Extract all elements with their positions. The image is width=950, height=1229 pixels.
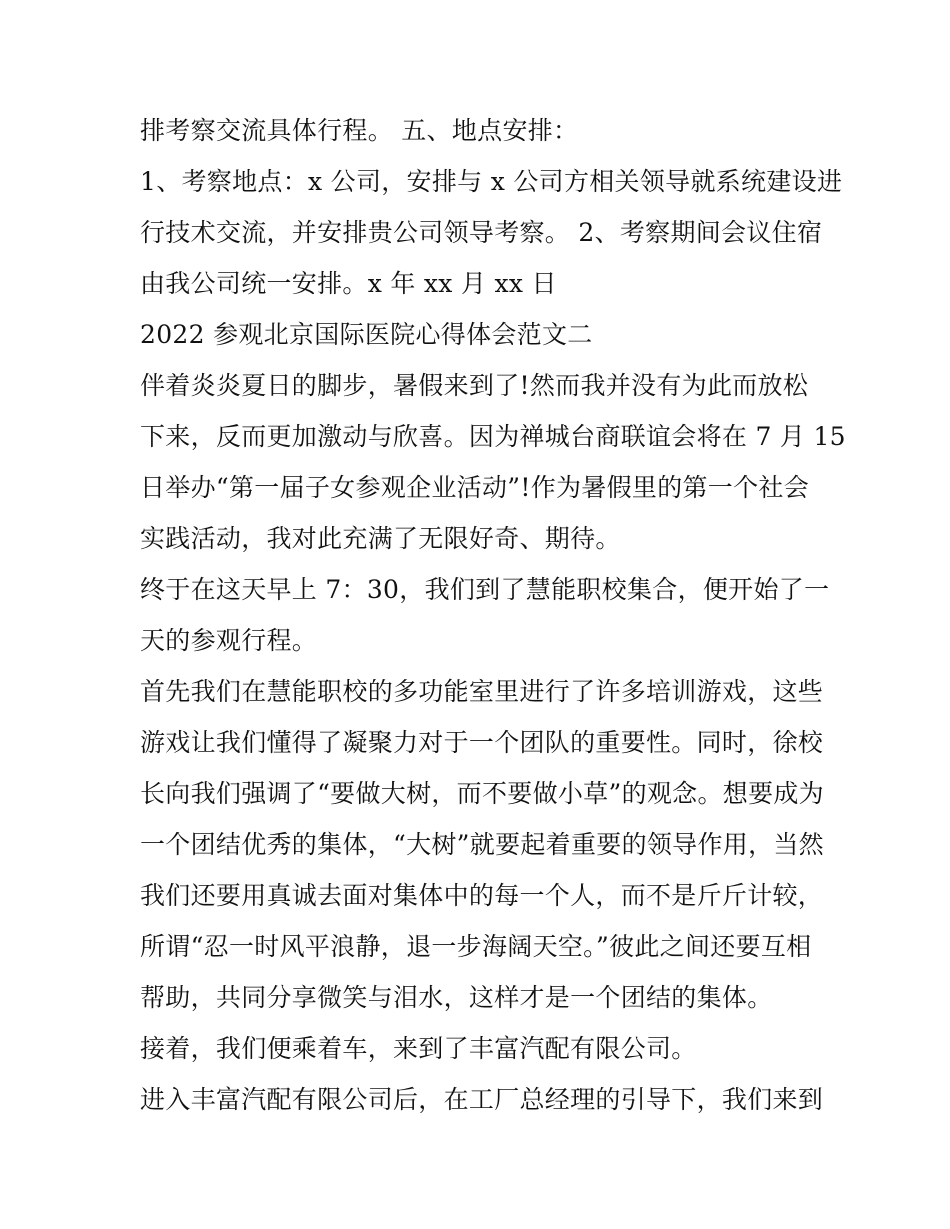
text-line: 由我公司统一安排。x 年 xx 月 xx 日	[140, 269, 557, 298]
text-line: 实践活动，我对此充满了无限好奇、期待。	[140, 524, 621, 553]
section-heading: 2022 参观北京国际医院心得体会范文二	[140, 320, 593, 349]
text-line: 伴着炎炎夏日的脚步，暑假来到了!然而我并没有为此而放松	[140, 371, 809, 400]
text-line: 长向我们强调了“要做大树，而不要做小草”的观念。想要成为	[140, 779, 824, 808]
document-body	[140, 105, 846, 1125]
text-line: 所谓“忍一时风平浪静，退一步海阔天空。”彼此之间还要互相	[140, 932, 812, 961]
text-line: 进入丰富汽配有限公司后，在工厂总经理的引导下，我们来到	[140, 1085, 824, 1114]
text-line: 1、考察地点：x 公司，安排与 x 公司方相关领导就系统建设进	[140, 167, 843, 196]
text-line: 接着，我们便乘着车，来到了丰富汽配有限公司。	[140, 1034, 697, 1063]
text-line: 行技术交流，并安排贵公司领导考察。 2、考察期间会议住宿	[140, 218, 823, 247]
text-line: 游戏让我们懂得了凝聚力对于一个团队的重要性。同时，徐校	[140, 728, 824, 757]
text-line: 一个团结优秀的集体，“大树”就要起着重要的领导作用，当然	[140, 830, 824, 859]
text-line: 帮助，共同分享微笑与泪水，这样才是一个团结的集体。	[140, 983, 773, 1012]
text-line: 我们还要用真诚去面对集体中的每一个人，而不是斤斤计较，	[140, 881, 824, 910]
text-line: 首先我们在慧能职校的多功能室里进行了许多培训游戏，这些	[140, 677, 824, 706]
text-line: 下来，反而更加激动与欣喜。因为禅城台商联谊会将在 7 月 15	[140, 422, 846, 451]
text-line: 日举办“第一届子女参观企业活动”!作为暑假里的第一个社会	[140, 473, 810, 502]
text-line: 终于在这天早上 7：30，我们到了慧能职校集合，便开始了一	[140, 575, 830, 604]
text-line: 天的参观行程。	[140, 626, 318, 655]
text-line: 排考察交流具体行程。 五、地点安排：	[140, 116, 579, 145]
